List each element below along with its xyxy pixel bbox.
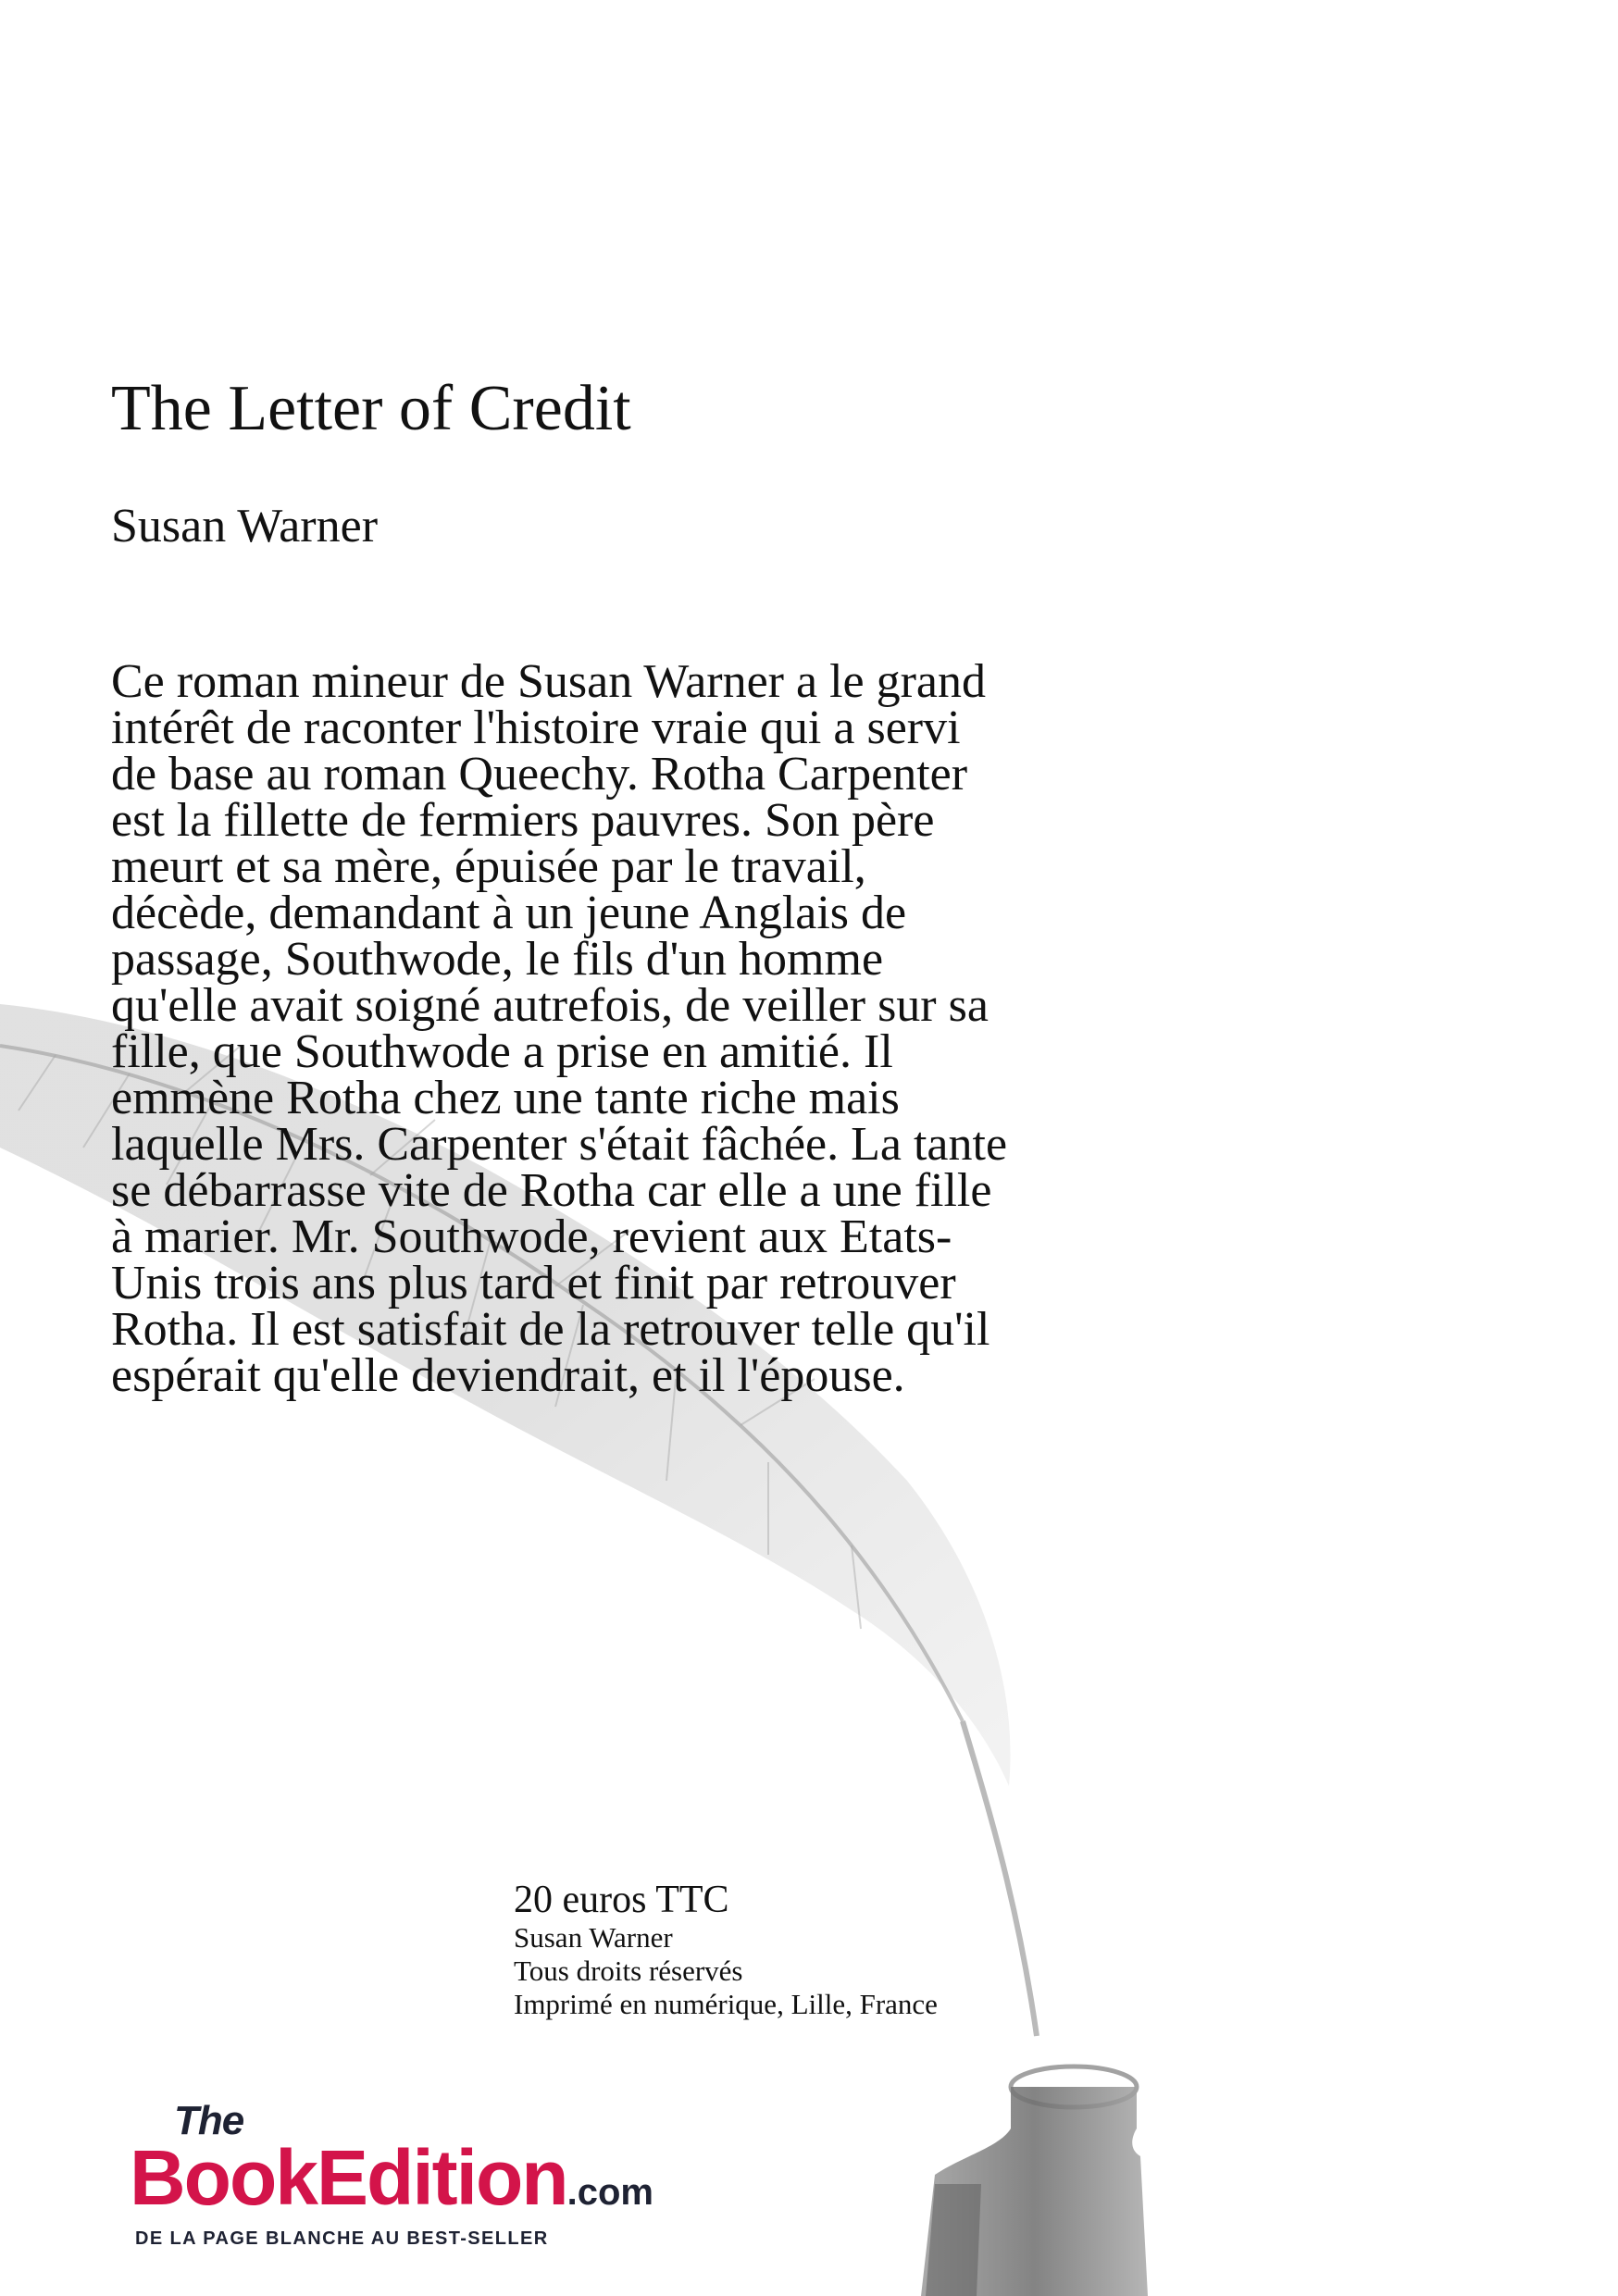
logo-domain-text: .com: [566, 2172, 653, 2213]
blurb-line: à marier. Mr. Southwode, revient aux Etats-: [111, 1210, 952, 1263]
colophon-author: Susan Warner: [514, 1921, 673, 1954]
blurb-line: décède, demandant à un jeune Anglais de: [111, 887, 907, 939]
blurb-line: fille, que Southwode a prise en amitié. Il: [111, 1025, 893, 1078]
logo-tagline: DE LA PAGE BLANCHE AU BEST-SELLER: [135, 2228, 549, 2249]
blurb-line: qu'elle avait soigné autrefois, de veiller sur sa: [111, 979, 989, 1032]
book-author: Susan Warner: [111, 500, 379, 552]
logo-brand: [130, 2136, 653, 2234]
blurb-line: laquelle Mrs. Carpenter s'était fâchée. La tante: [111, 1118, 1008, 1171]
book-title: The Letter of Credit: [111, 373, 631, 444]
book-blurb: [111, 655, 1259, 1402]
blurb-line: espérait qu'elle deviendrait, et il l'épouse.: [111, 1349, 905, 1402]
blurb-line: passage, Southwode, le fils d'un homme: [111, 933, 884, 986]
rights-notice: Tous droits réservés: [514, 1955, 743, 1987]
colophon: [514, 1879, 938, 2021]
logo-the-text: The: [174, 2098, 244, 2143]
blurb-line: emmène Rotha chez une tante riche mais: [111, 1072, 900, 1124]
blurb-line: Unis trois ans plus tard et finit par retrouver: [111, 1257, 956, 1309]
logo-edition-text: Edition: [317, 2134, 567, 2221]
blurb-line: est la fillette de fermiers pauvres. Son père: [111, 794, 935, 847]
print-location: Imprimé en numérique, Lille, France: [514, 1988, 938, 2020]
blurb-line: meurt et sa mère, épuisée par le travail,: [111, 840, 866, 893]
blurb-line: de base au roman Queechy. Rotha Carpenter: [111, 748, 968, 800]
logo-book-text: Book: [130, 2134, 317, 2221]
blurb-line: Ce roman mineur de Susan Warner a le grand: [111, 655, 986, 708]
blurb-line: se débarrasse vite de Rotha car elle a une fille: [111, 1164, 992, 1217]
price-label: 20 euros TTC: [514, 1879, 729, 1921]
blurb-line: intérêt de raconter l'histoire vraie qui a servi: [111, 701, 961, 754]
blurb-line: Rotha. Il est satisfait de la retrouver telle qu'il: [111, 1303, 990, 1356]
